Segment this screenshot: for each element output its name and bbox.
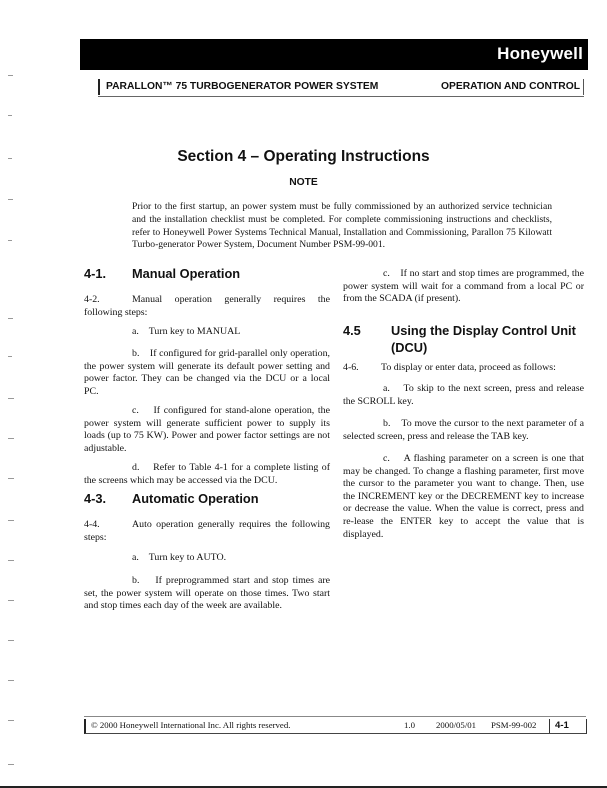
paragraph-number: 4-2. <box>84 294 100 305</box>
document-number: PSM-99-002 <box>491 720 537 730</box>
step-c-manual <box>84 405 330 455</box>
step-b-manual <box>84 348 330 398</box>
header-rule <box>98 96 584 97</box>
paragraph-text: Auto operation generally requires the following steps: <box>84 519 330 543</box>
step-a-auto <box>84 552 330 565</box>
step-label: b. <box>132 348 140 359</box>
paragraph-number: 4-4. <box>84 519 100 530</box>
paragraph-number: 4-6. <box>343 362 359 373</box>
scan-mark <box>8 600 14 601</box>
paragraph-4-6 <box>343 362 584 375</box>
heading-title-line2: (DCU) <box>391 340 428 355</box>
step-text: Turn key to MANUAL <box>148 326 241 337</box>
heading-title: Manual Operation <box>132 266 241 281</box>
heading-4-5 <box>343 323 584 357</box>
section-label: OPERATION AND CONTROL <box>441 81 581 92</box>
step-label: c. <box>383 268 390 279</box>
brand-logo: Honeywell <box>497 44 583 63</box>
step-label: a. <box>132 326 139 337</box>
scan-mark <box>8 115 12 116</box>
heading-number: 4-3. <box>84 491 107 506</box>
step-text: If preprogrammed start and stop times are set, the power system will operate on those times. Two start and stop times each day of the week are available. <box>84 575 331 612</box>
paragraph-4-2 <box>84 294 330 319</box>
scan-mark <box>8 720 14 721</box>
step-label: b. <box>132 575 140 586</box>
step-label: a. <box>383 383 390 394</box>
step-label: b. <box>383 418 391 429</box>
step-text: Refer to Table 4-1 for a complete listing of the screens which may be accessed via the DCU. <box>84 462 330 486</box>
step-text: If no start and stop times are programmed, the power system will wait for a command from a local PC or from the SCADA (if present). <box>343 268 584 305</box>
step-label: a. <box>132 552 139 563</box>
step-b-dcu <box>343 418 584 443</box>
scan-mark <box>8 680 14 681</box>
step-label: d. <box>132 462 140 473</box>
footer-rule <box>84 716 586 717</box>
scan-mark <box>8 318 13 319</box>
scan-mark <box>8 199 13 200</box>
paragraph <box>343 362 584 375</box>
scan-mark <box>8 240 12 241</box>
step-label: c. <box>132 405 139 416</box>
note-text <box>132 201 552 252</box>
page-number: 4-1 <box>555 720 569 731</box>
step-a-dcu <box>343 383 584 408</box>
scan-mark <box>8 520 14 521</box>
paragraph-text: Manual operation generally requires the following steps: <box>84 294 330 318</box>
step-c-dcu <box>343 453 584 541</box>
heading-4-1 <box>84 268 330 284</box>
paragraph-text: To display or enter data, proceed as follows: <box>381 362 556 373</box>
step-text: Turn key to AUTO. <box>148 552 227 563</box>
note-paragraph: Prior to the first startup, an power system must be fully commissioned by an authorized service technician and the installation checklist must be completed. For complete commissioning instructions and checklists, refer to Honeywell Power Systems Technical Manual, Installation and Commissioning, Parallon 75 Kilowatt Turbo-generator Power System, Document Number PSM-99-001. <box>132 201 552 251</box>
step-d-manual <box>84 462 330 487</box>
heading-number: 4.5 <box>343 323 361 338</box>
section-title: Section 4 – Operating Instructions <box>177 148 430 165</box>
step-text: A flashing parameter on a screen is one that may be changed. To change a flashing parameter, first move the cursor to the parameter you want to change. Then, use the INCREMENT key or the DECREMENT key to increase or decrease the value. When the value is correct, press and re-lease the ENTER key to accept the value that is displayed. <box>343 453 585 540</box>
scan-mark <box>8 75 13 76</box>
step-text: To skip to the next screen, press and release the SCROLL key. <box>343 383 584 407</box>
step-b-auto <box>84 575 330 613</box>
scan-mark <box>8 478 14 479</box>
header-rule <box>98 79 100 95</box>
heading-number: 4-1. <box>84 266 107 281</box>
note-label: NOTE <box>289 177 318 188</box>
header-rule <box>583 79 584 95</box>
step-text: If configured for stand-alone operation, the power system will generate sufficient power to supply its loads (up to 75 KW). Power and power factor settings are not adjustable. <box>84 405 330 454</box>
product-title: PARALLON™ 75 TURBOGENERATOR POWER SYSTEM <box>106 81 379 92</box>
heading-title: Automatic Operation <box>132 491 259 506</box>
scan-mark <box>8 438 14 439</box>
revision-date: 2000/05/01 <box>436 720 477 730</box>
heading-4-3 <box>84 493 330 509</box>
scan-mark <box>8 398 14 399</box>
scan-mark <box>8 560 14 561</box>
step-a-manual <box>84 326 330 339</box>
step-text: To move the cursor to the next parameter of a selected screen, press and release the TAB key. <box>343 418 584 442</box>
scan-mark <box>8 356 12 357</box>
paragraph-4-4 <box>84 519 330 544</box>
scan-mark <box>8 640 14 641</box>
paragraph <box>84 519 330 544</box>
paragraph <box>84 294 330 319</box>
step-text: If configured for grid-parallel only operation, the power system will generate its default power setting and power factor. They can be changed via the DCU or a local PC. <box>84 348 331 397</box>
heading-title: Using the Display Control Unit <box>391 323 576 338</box>
step-label: c. <box>383 453 390 464</box>
step-c-auto <box>343 268 584 306</box>
revision: 1.0 <box>404 720 415 730</box>
copyright: © 2000 Honeywell International Inc. All rights reserved. <box>91 720 291 730</box>
footer-divider <box>549 719 550 733</box>
scan-mark <box>8 764 14 765</box>
